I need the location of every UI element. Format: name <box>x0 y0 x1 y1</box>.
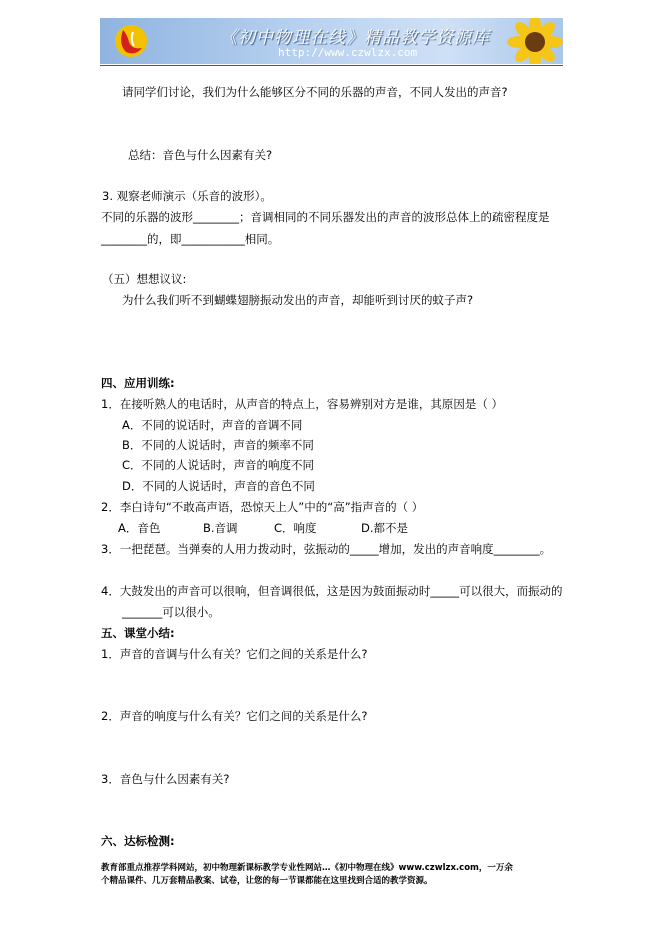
section6-title: 六、达标检测: <box>101 834 175 848</box>
section4-title: 四、应用训练: <box>101 376 175 390</box>
summary-q2: 2．声音的响度与什么有关？它们之间的关系是什么? <box>101 709 368 723</box>
q1-stem: 1．在接听熟人的电话时，从声音的特点上，容易辨别对方是谁，其原因是（ ） <box>101 397 503 411</box>
q1-option-b: B．不同的人说话时，声音的频率不同 <box>122 438 314 452</box>
section5-title: 五、课堂小结: <box>101 626 175 640</box>
think-question: 为什么我们听不到蝴蝶翅膀振动发出的声音，却能听到讨厌的蚊子声? <box>122 293 474 307</box>
summary-q3: 3．音色与什么因素有关? <box>101 772 230 786</box>
observe-demo: 3. 观察老师演示（乐音的波形）。 <box>102 189 272 203</box>
header-url[interactable]: http://www.czwlzx.com <box>278 46 418 59</box>
header-banner <box>100 18 563 64</box>
discuss-question: 请同学们讨论，我们为什么能够区分不同的乐器的声音，不同人发出的声音? <box>122 85 508 99</box>
summary-q1: 1．声音的音调与什么有关？它们之间的关系是什么? <box>101 647 368 661</box>
q4-line-1: 4．大鼓发出的声音可以很响，但音调很低，这是因为鼓面振动时_____可以很大，而振动的 <box>101 584 563 598</box>
q1-option-d: D．不同的人说话时，声音的音色不同 <box>122 479 315 493</box>
site-logo-icon <box>114 24 148 58</box>
think-title: （五）想想议议: <box>102 272 187 286</box>
sunflower-icon <box>500 18 563 64</box>
waveform-line-2: ________的，即___________相同。 <box>101 232 280 246</box>
waveform-line-1: 不同的乐器的波形________；音调相同的不同乐器发出的声音的波形总体上的疏密程度是 <box>101 210 550 224</box>
summary-prompt: 总结：音色与什么因素有关? <box>128 148 273 162</box>
q2-stem: 2．李白诗句“不敢高声语，恐惊天上人”中的“高”指声音的（ ） <box>101 500 424 514</box>
q2-option-b: B.音调 <box>203 521 238 535</box>
q4-line-2: _______可以很小。 <box>122 605 220 619</box>
header-title: 《初中物理在线》精品教学资源库 <box>220 28 490 48</box>
q2-option-a: A．音色 <box>118 521 161 535</box>
q1-option-c: C．不同的人说话时，声音的响度不同 <box>122 458 315 472</box>
q1-option-a: A．不同的说话时，声音的音调不同 <box>122 418 303 432</box>
q2-option-d: D.都不是 <box>361 521 409 535</box>
footer-line-2: 个精品课件、几万套精品教案、试卷，让您的每一节课都能在这里找到合适的教学资源。 <box>101 876 433 886</box>
q3-stem: 3．一把琵琶。当弹奏的人用力拨动时，弦振动的_____增加，发出的声音响度________。 <box>101 542 552 556</box>
q2-option-c: C．响度 <box>274 521 317 535</box>
header-divider <box>100 65 563 66</box>
footer-line-1: 教育部重点推荐学科网站，初中物理新课标教学专业性网站…《初中物理在线》www.czwlzx.com，一万余 <box>101 863 513 873</box>
